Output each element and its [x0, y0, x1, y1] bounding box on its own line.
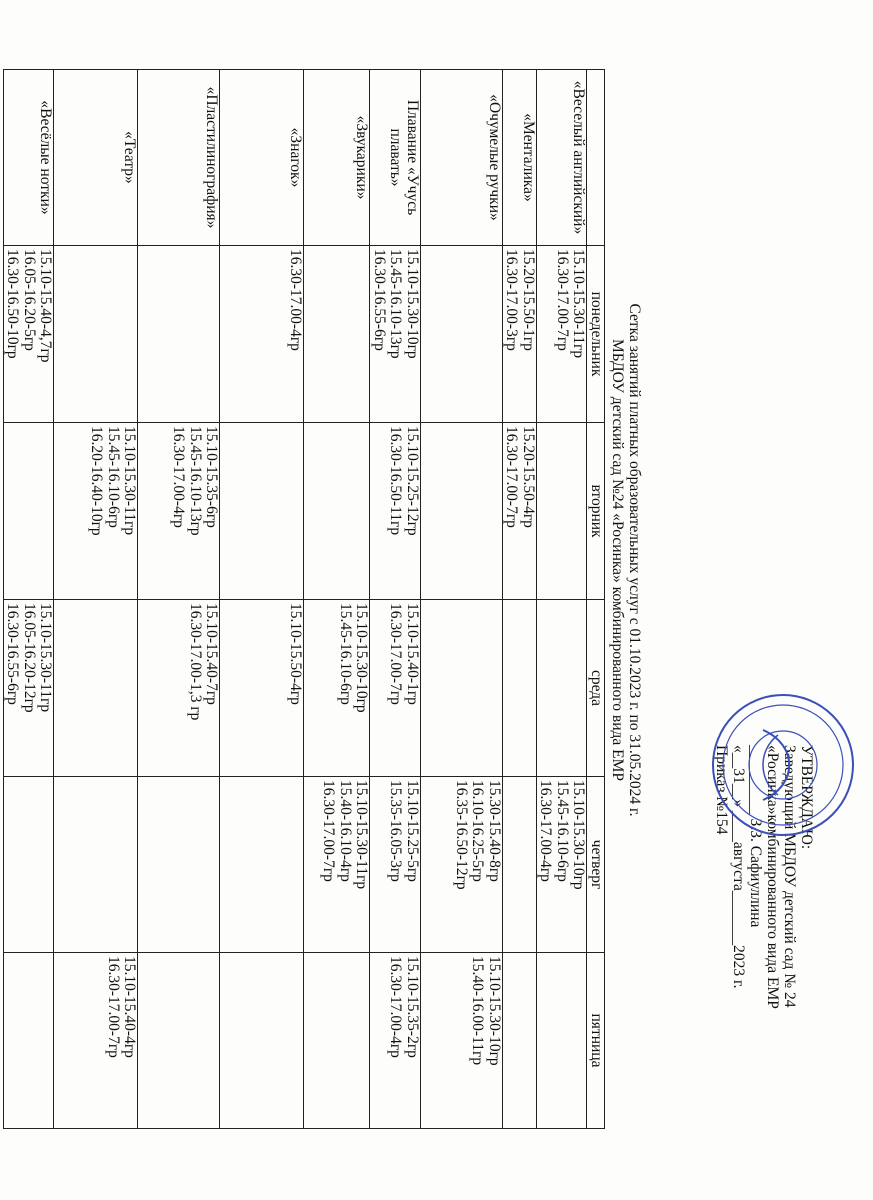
table-row: [503, 70, 537, 1129]
title-line: Сетка занятий платных образовательных услуг с 01.10.2023 г. по 31.05.2024 г.: [626, 303, 643, 817]
schedule-cell: [503, 423, 537, 600]
schedule-cell: [537, 246, 588, 423]
schedule-cell: [54, 246, 138, 423]
activity-name: «Звукарики»: [304, 70, 370, 246]
document-title: [609, 60, 643, 1060]
time-slot: 15.10-15.30-11гр: [37, 603, 55, 713]
activity-name: «Менталика»: [503, 70, 537, 246]
day-header: пятница: [587, 953, 605, 1129]
schedule-cell: [138, 953, 220, 1129]
approval-line: Приказ №154: [713, 745, 730, 835]
schedule-cell: [370, 423, 421, 600]
approval-line: УТВЕРЖДАЮ:: [798, 745, 815, 850]
time-slot: 15.10-15.40-4гр: [121, 956, 139, 1058]
schedule-table: [3, 69, 605, 1129]
time-slot: 15.10-15.30-10гр: [353, 603, 371, 713]
schedule-cell: [4, 423, 55, 600]
schedule-cell: [421, 777, 503, 953]
activity-name: «Пластилинография»: [138, 70, 220, 246]
time-slot: 16.30-16.50-10гр: [4, 249, 22, 359]
time-slot: 15.45-16.10-6гр: [337, 603, 354, 705]
schedule-cell: [220, 777, 304, 953]
time-slot: 15.10-15.30-11гр: [121, 426, 139, 536]
time-slot: 15.10-15.30-11гр: [570, 249, 588, 359]
time-slot: 15.10-15.30-11гр: [353, 780, 371, 890]
time-slot: 16.30-17.00-1,3 гр: [187, 603, 204, 721]
schedule-cell: [4, 777, 55, 953]
time-slot: 16.30-16.55-6гр: [371, 249, 388, 351]
time-slot: 15.10-15.40-1гр: [404, 603, 421, 705]
schedule-cell: [220, 953, 304, 1129]
activity-name: «Весёлые нотки»: [4, 70, 55, 246]
header-row: [587, 70, 605, 1129]
table-row: [4, 70, 55, 1129]
time-slot: 16.30-17.00-7гр: [503, 426, 521, 528]
time-slot: 16.30-17.00-3гр: [503, 249, 521, 351]
activity-name: «Знагок»: [220, 70, 304, 246]
table-row: [421, 70, 503, 1129]
time-slot: 15.40-16.10-4гр: [337, 780, 354, 882]
schedule-cell: [54, 777, 138, 953]
schedule-cell: [138, 600, 220, 777]
table-row: [537, 70, 588, 1129]
schedule-cell: [370, 246, 421, 423]
day-header: вторник: [587, 423, 605, 600]
schedule-cell: [421, 423, 503, 600]
table-row: [304, 70, 370, 1129]
time-slot: 16.35-16.50-12гр: [453, 780, 470, 890]
time-slot: 16.30-17.00-7гр: [105, 956, 122, 1058]
schedule-rows: [4, 70, 588, 1129]
schedule-cell: [4, 246, 55, 423]
time-slot: 16.30-17.00-4гр: [387, 956, 405, 1058]
time-slot: 16.30-17.00-7гр: [320, 780, 338, 882]
title-line: МБДОУ детский сад №24 «Росинка» комбинированного вида ЕМР: [609, 338, 626, 782]
time-slot: 15.45-16.10-6гр: [554, 780, 571, 882]
time-slot: 16.10-16.25-5гр: [469, 780, 487, 882]
round-seal-stamp-icon: [708, 690, 858, 840]
schedule-cell: [54, 953, 138, 1129]
time-slot: 16.30-17.00-7гр: [554, 249, 571, 351]
time-slot: 15.45-16.10-13гр: [187, 426, 204, 536]
schedule-cell: [220, 423, 304, 600]
schedule-cell: [503, 246, 537, 423]
table-row: [138, 70, 220, 1129]
activity-name: «Веселый английский»: [537, 70, 588, 246]
time-slot: 16.30-16.50-11гр: [387, 426, 405, 536]
schedule-cell: [220, 600, 304, 777]
time-slot: 16.05-16.20-12гр: [21, 603, 38, 713]
time-slot: 15.30-15.40-8гр: [486, 780, 503, 882]
schedule-cell: [54, 600, 138, 777]
activity-name: Плавание «Учусь плавать»: [370, 70, 421, 246]
schedule-cell: [421, 246, 503, 423]
time-slot: 15.40-16.00-11гр: [469, 956, 487, 1066]
time-slot: 15.35-16.05-3гр: [387, 780, 405, 882]
time-slot: 15.10-15.40-4,7гр: [37, 249, 55, 363]
approval-line: _________ З.З. Сафиуллина: [747, 745, 764, 928]
time-slot: 16.20-16.40-10гр: [88, 426, 106, 536]
activity-name: «Театр»: [54, 70, 138, 246]
schedule-cell: [138, 246, 220, 423]
schedule-cell: [503, 953, 537, 1129]
schedule-cell: [503, 600, 537, 777]
day-header: четверг: [587, 777, 605, 953]
time-slot: 16.30-16.55-6гр: [4, 603, 22, 705]
schedule-cell: [220, 246, 304, 423]
schedule-cell: [138, 777, 220, 953]
day-header: среда: [587, 600, 605, 777]
time-slot: 15.10-15.40-7гр: [203, 603, 221, 705]
time-slot: 15.20-15.50-1гр: [520, 249, 537, 351]
schedule-cell: [54, 423, 138, 600]
time-slot: 15.10-15.30-10гр: [570, 780, 588, 890]
time-slot: 15.10-15.35-2гр: [404, 956, 421, 1058]
schedule-cell: [537, 600, 588, 777]
time-slot: 16.30-17.00-7гр: [387, 603, 405, 705]
time-slot: 16.05-16.20-5гр: [21, 249, 38, 351]
time-slot: 15.10-15.30-10гр: [404, 249, 421, 359]
time-slot: 16.30-17.00-4гр: [170, 426, 188, 528]
approval-line: Заведующий МБДОУ детский сад № 24: [781, 745, 798, 1008]
schedule-cell: [370, 777, 421, 953]
schedule-cell: [503, 777, 537, 953]
time-slot: 16.30-17.00-4гр: [287, 249, 305, 351]
schedule-cell: [537, 423, 588, 600]
table-row: [370, 70, 421, 1129]
schedule-cell: [138, 423, 220, 600]
table-row: [220, 70, 304, 1129]
schedule-cell: [304, 423, 370, 600]
time-slot: 15.10-15.50-4гр: [287, 603, 305, 705]
schedule-cell: [304, 777, 370, 953]
activity-name: «Очумелые ручки»: [421, 70, 503, 246]
time-slot: 15.10-15.30-10гр: [486, 956, 503, 1066]
time-slot: 15.10-15.35-6гр: [203, 426, 221, 528]
time-slot: 15.20-15.50-4гр: [520, 426, 537, 528]
schedule-cell: [304, 600, 370, 777]
schedule-cell: [304, 953, 370, 1129]
schedule-cell: [304, 246, 370, 423]
schedule-cell: [537, 777, 588, 953]
schedule-cell: [370, 953, 421, 1129]
time-slot: 16.30-17.00-4гр: [537, 780, 555, 882]
time-slot: 15.45-16.10-13гр: [387, 249, 405, 359]
schedule-cell: [421, 600, 503, 777]
time-slot: 15.10-15.25-12гр: [404, 426, 421, 536]
schedule-cell: [370, 600, 421, 777]
schedule-cell: [4, 953, 55, 1129]
time-slot: 15.45-16.10-6гр: [105, 426, 122, 528]
table-row: [54, 70, 138, 1129]
approval-line: «__31__» ____августа_______2023 г.: [730, 745, 747, 989]
approval-line: «Росинка»комбинированного вида ЕМР: [764, 745, 781, 1009]
day-header: понедельник: [587, 246, 605, 423]
header-corner: [587, 70, 605, 246]
time-slot: 15.10-15.25-5гр: [404, 780, 421, 882]
schedule-cell: [4, 600, 55, 777]
schedule-cell: [421, 953, 503, 1129]
schedule-cell: [537, 953, 588, 1129]
